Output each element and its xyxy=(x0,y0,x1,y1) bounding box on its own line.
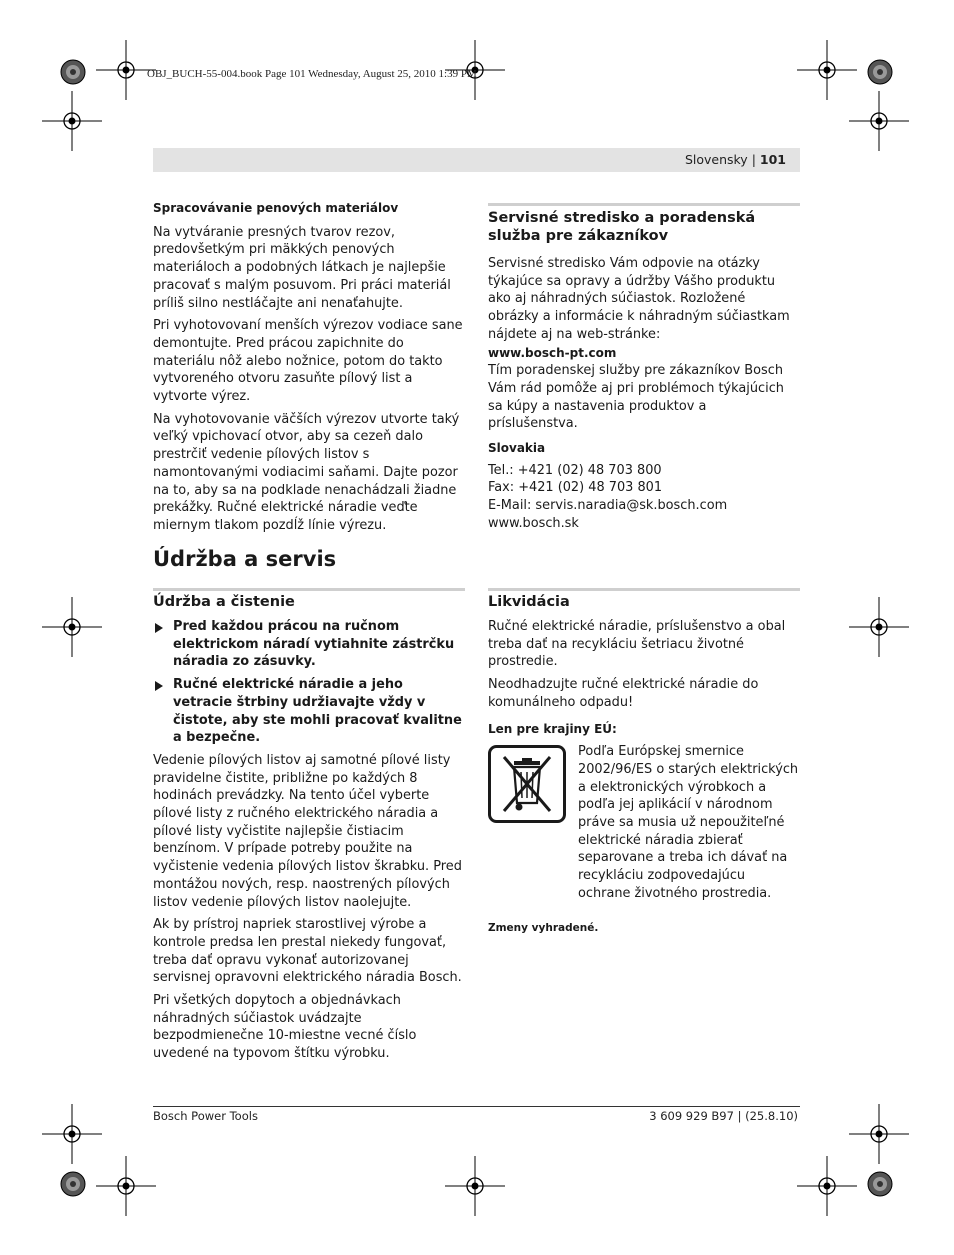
footer-rule xyxy=(153,1106,800,1107)
footer-brand: Bosch Power Tools xyxy=(153,1109,258,1123)
eu-heading: Len pre krajiny EÚ: xyxy=(488,721,617,736)
eu-directive-text: Podľa Európskej smernice 2002/96/ES o starých elektrických a elektronických výrobkoch a podľa jej aplikácií v národnom práve sa musia už nepoužiteľné elektrické náradia zbierať separovane a treba ich dávať na recykláciu zodpovedajúcu ochrane životného prostredia. xyxy=(578,744,799,901)
section-title: Údržba a servis xyxy=(153,547,337,571)
changes-reserved: Zmeny vyhradené. xyxy=(488,921,599,934)
disposal-paragraph-1: Ručné elektrické náradie, príslušenstvo a obal treba dať na recykláciu šetriacu životné prostredie. xyxy=(488,619,786,670)
bullet-clean xyxy=(153,676,465,747)
wheelie-bin-crossed-icon xyxy=(488,745,566,823)
foam-heading: Spracovávanie penových materiálov xyxy=(153,201,399,215)
bullet-clean-text: Ručné elektrické náradie a jeho vetracie štrbiny udržiavajte vždy v čistote, aby ste mohli pracovať kvalitne a bezpečne. xyxy=(173,677,462,746)
right-top-column xyxy=(488,209,800,533)
contact-tel: Tel.: +421 (02) 48 703 800 xyxy=(488,462,662,478)
maintenance-rule xyxy=(153,588,465,591)
service-advice: Tím poradenskej služby pre zákazníkov Bosch Vám rád pomôže aj pri problémoch týkajúcich sa kúpy a nastavenia produktov a príslušenstva. xyxy=(488,363,784,432)
weee-block xyxy=(488,743,800,902)
maintenance-paragraph-2: Ak by prístroj napriek starostlivej výrobe a kontrole predsa len prestal niekedy fungovať, treba dať opravu vykonať autorizovanej servisnej opravovni elektrického náradia Bosch. xyxy=(153,917,462,986)
contact-fax: Fax: +421 (02) 48 703 801 xyxy=(488,480,663,496)
maintenance-paragraph-1: Vedenie pílových listov aj samotné pílové listy pravidelne čistite, približne po každých 8 hodinách prevádzky. Na tento účel vyberte pílové listy z ručného elektrického náradia a pílové listy vyčistite najlepšie čistiacim benzínom. V prípade potreby použite na vyčistenie vedenia pílových listov škrabku. Pred montážou nových, resp. naostrených pílových listov vedenie pílových listov naolejujte. xyxy=(153,752,462,910)
service-url[interactable]: www.bosch-pt.com xyxy=(488,345,617,360)
right-bottom-column xyxy=(488,593,800,937)
contact-web[interactable]: www.bosch.sk xyxy=(488,515,579,531)
maintenance-heading: Údržba a čistenie xyxy=(153,594,295,610)
file-header: OBJ_BUCH-55-004.book Page 101 Wednesday, August 25, 2010 1:39 PM xyxy=(147,68,477,80)
foam-paragraph-2: Pri vyhotovovaní menších výrezov vodiace sane demontujte. Pred prácou zapichnite do materiálu nôž alebo nožnice, potom do takto vytvoreného otvoru zasuňte pílový list a vytvorte výrez. xyxy=(153,318,463,405)
maintenance-paragraph-3: Pri všetkých dopytoch a objednávkach náhradných súčiastok uvádzajte bezpodmienečne 10-miestne vecné číslo uvedené na typovom štítku výrobku. xyxy=(153,993,417,1062)
bullet-triangle-icon xyxy=(155,623,163,633)
footer-code: 3 609 929 B97 | (25.8.10) xyxy=(649,1109,798,1123)
bullet-unplug xyxy=(153,618,465,671)
service-heading: Servisné stredisko a poradenská služba pre zákazníkov xyxy=(488,210,756,244)
bullet-unplug-text: Pred každou prácou na ručnom elektrickom náradí vytiahnite zástrčku náradia zo zásuvky. xyxy=(173,619,455,670)
service-rule xyxy=(488,203,800,206)
page-header-text xyxy=(685,152,786,167)
page-header-bar xyxy=(153,148,800,172)
left-bottom-column xyxy=(153,593,465,1068)
country-heading: Slovakia xyxy=(488,441,546,456)
left-top-column xyxy=(153,200,465,540)
disposal-rule xyxy=(488,588,800,591)
header-language: Slovensky xyxy=(684,152,748,167)
contact-email[interactable]: E-Mail: servis.naradia@sk.bosch.com xyxy=(488,498,728,514)
disposal-paragraph-2: Neodhadzujte ručné elektrické náradie do komunálneho odpadu! xyxy=(488,677,759,710)
page-number: 101 xyxy=(759,152,786,167)
bullet-triangle-icon xyxy=(155,681,163,691)
disposal-heading: Likvidácia xyxy=(488,594,570,610)
header-separator: | xyxy=(751,152,756,167)
foam-paragraph-1: Na vytváranie presných tvarov rezov, predovšetkým pri mäkkých penových materiáloch a podobných látkach je najlepšie pracovať s malým posuvom. Pri práci materiál príliš silno nestláčajte ani nenaťahujte. xyxy=(153,224,451,311)
foam-paragraph-3: Na vyhotovovanie väčších výrezov utvorte taký veľký vpichovací otvor, aby sa cezeň dalo prestrčiť vedenie pílových listov s namontovanými vodiacimi saňami. Dajte pozor na to, aby sa na podklade nenachádzali žiadne prekážky. Ručné elektrické náradie veďte miernym tlakom pozdĺž línie výrezu. xyxy=(153,411,460,533)
service-intro: Servisné stredisko Vám odpovie na otázky týkajúce sa opravy a údržby Vášho produktu ako aj náhradných súčiastok. Rozložené obrázky a informácie k náhradným súčiastkam nájdete aj na web-stránke: xyxy=(488,256,790,342)
